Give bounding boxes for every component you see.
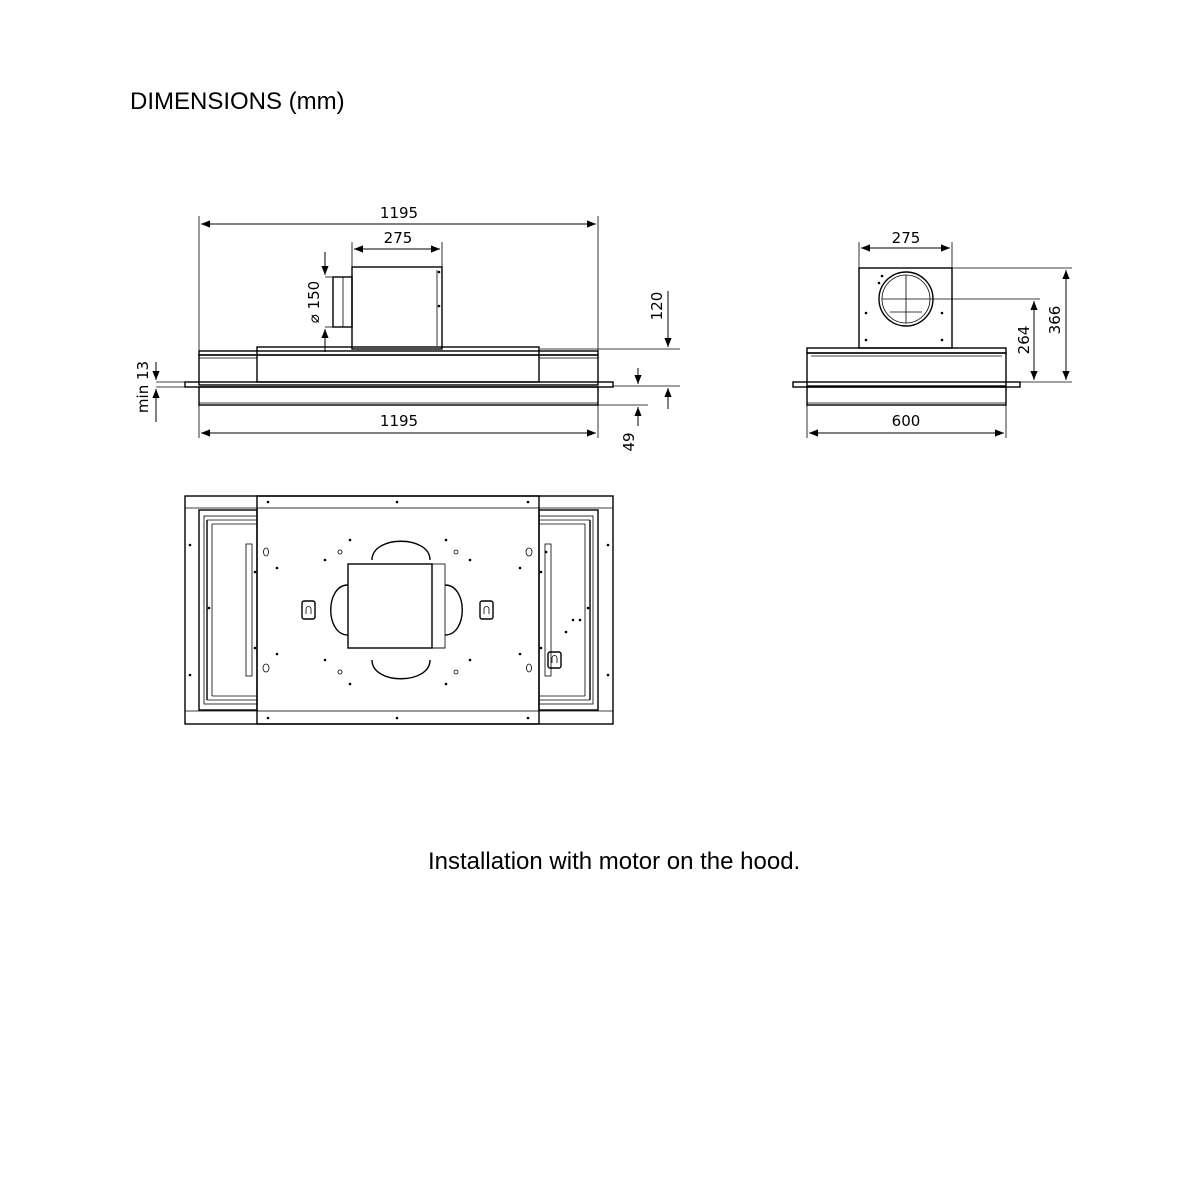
dim-front-min: min 13 xyxy=(134,360,152,414)
front-view xyxy=(134,204,680,452)
top-center-panel xyxy=(257,496,539,724)
dim-front-bottom-width: 1195 xyxy=(379,412,419,430)
dim-front-duct-diameter: ⌀ 150 xyxy=(305,280,323,324)
dim-side-height-366: 366 xyxy=(1046,305,1064,335)
front-hood-lower-trim xyxy=(199,387,598,405)
dim-front-motor-width: 275 xyxy=(383,229,413,247)
page-title: DIMENSIONS (mm) xyxy=(130,88,345,115)
front-motor-box xyxy=(352,267,442,349)
side-hood-lower-trim xyxy=(807,387,1006,405)
dim-front-overlap: 49 xyxy=(620,432,638,452)
side-motor-box xyxy=(859,268,952,348)
dim-side-depth: 600 xyxy=(891,412,921,430)
dim-side-motor-width: 275 xyxy=(891,229,921,247)
front-hood-body xyxy=(199,355,598,385)
dim-front-motor-height: 120 xyxy=(648,291,666,321)
front-hood-center-panel xyxy=(257,347,539,382)
side-hood-body xyxy=(807,353,1006,386)
side-view xyxy=(793,229,1072,438)
caption: Installation with motor on the hood. xyxy=(428,848,801,875)
top-left-bracket xyxy=(302,601,315,619)
dim-side-height-264: 264 xyxy=(1015,325,1033,355)
dim-front-top-width: 1195 xyxy=(379,204,419,222)
top-right-small-bracket xyxy=(548,652,561,668)
front-duct-outlet xyxy=(333,277,352,327)
top-outer-frame xyxy=(185,496,613,724)
top-right-bracket xyxy=(480,601,493,619)
top-motor-lobes xyxy=(331,541,463,679)
top-motor-box xyxy=(348,564,432,648)
side-hood-top-plate xyxy=(807,348,1006,353)
top-right-filter xyxy=(539,510,598,710)
top-view xyxy=(185,496,613,724)
